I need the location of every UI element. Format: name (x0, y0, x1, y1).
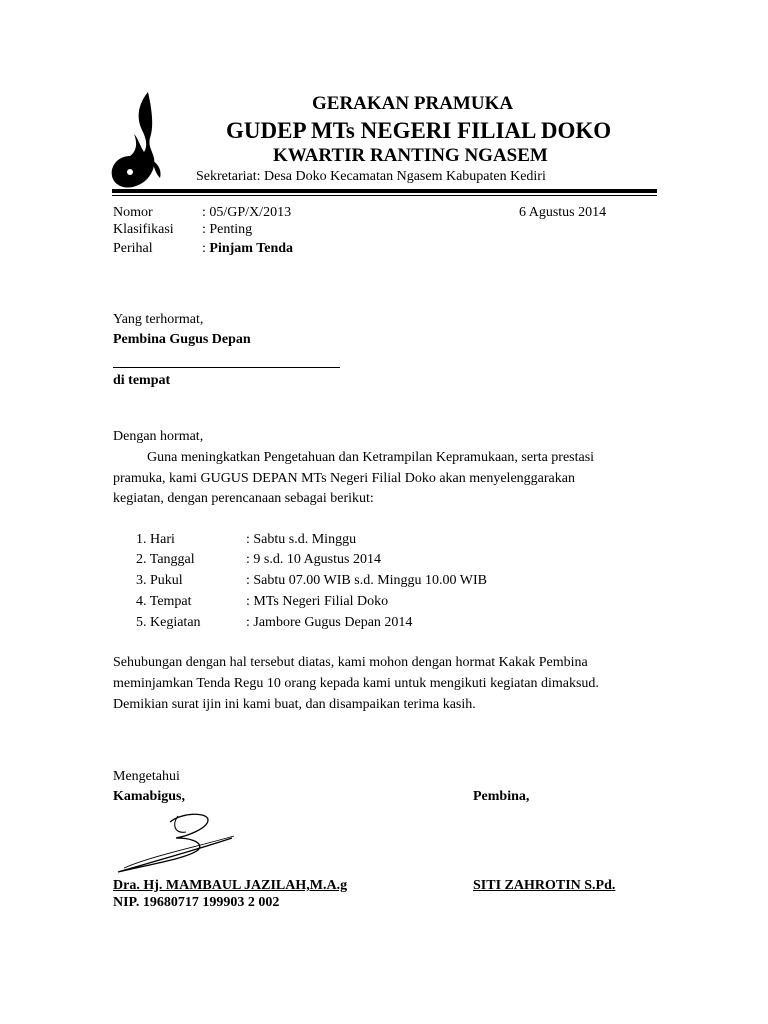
para1-line2: pramuka, kami GUGUS DEPAN MTs Negeri Filial Doko akan menyelenggarakan (113, 471, 575, 486)
list-value-kegiatan: : Jambore Gugus Depan 2014 (246, 615, 413, 630)
para2-line3: Demikian surat ijin ini kami buat, dan disampaikan terima kasih. (113, 697, 476, 712)
recipient: Pembina Gugus Depan (113, 332, 251, 347)
acknowledge-label: Mengetahui (113, 769, 180, 784)
secretariat: Sekretariat: Desa Doko Kecamatan Ngasem Kabupaten Kediri (196, 169, 546, 184)
greeting: Yang terhormat, (113, 312, 204, 327)
perihal-prefix: : (202, 241, 210, 256)
perihal-subject: Pinjam Tenda (209, 241, 294, 256)
gudep-name: GUDEP MTs NEGERI FILIAL DOKO (226, 118, 612, 143)
letter-date: 6 Agustus 2014 (519, 205, 607, 220)
kwartir-name: KWARTIR RANTING NGASEM (273, 145, 548, 166)
meta-label-klasifikasi: Klasifikasi (113, 222, 174, 237)
meta-value-nomor: : 05/GP/X/2013 (202, 205, 292, 220)
list-value-tanggal: : 9 s.d. 10 Agustus 2014 (246, 552, 381, 567)
list-value-tempat: : MTs Negeri Filial Doko (246, 594, 389, 609)
right-signer-title: Pembina, (473, 789, 530, 804)
para2-line2: meminjamkan Tenda Regu 10 orang kepada kami untuk mengikuti kegiatan dimaksud. (113, 676, 599, 691)
list-label-pukul: 3. Pukul (136, 573, 183, 588)
handwritten-signature (112, 808, 242, 878)
meta-value-perihal (202, 241, 293, 257)
header-rule-thick (112, 189, 657, 193)
left-signer-title: Kamabigus, (113, 789, 185, 804)
list-value-hari: : Sabtu s.d. Minggu (246, 532, 357, 547)
list-label-tanggal: 2. Tanggal (136, 552, 195, 567)
para1-line3: kegiatan, dengan perencanaan sebagai berikut: (113, 491, 374, 506)
para1-line1: Guna meningkatkan Pengetahuan dan Ketrampilan Kepramukaan, serta prestasi (147, 450, 595, 465)
recipient-underline (113, 367, 340, 368)
left-signer-nip: NIP. 19680717 199903 2 002 (113, 895, 280, 910)
list-label-hari: 1. Hari (136, 532, 175, 547)
org-name: GERAKAN PRAMUKA (312, 93, 514, 114)
list-label-kegiatan: 5. Kegiatan (136, 615, 201, 630)
header-rule-thin (112, 195, 657, 196)
para2-line1: Sehubungan dengan hal tersebut diatas, kami mohon dengan hormat Kakak Pembina (113, 655, 588, 670)
opening: Dengan hormat, (113, 429, 204, 444)
left-signer-name: Dra. Hj. MAMBAUL JAZILAH,M.A.g (113, 878, 348, 893)
right-signer-name: SITI ZAHROTIN S.Pd. (473, 878, 616, 893)
pramuka-logo-icon (108, 90, 170, 190)
recipient-place: di tempat (113, 373, 171, 388)
list-label-tempat: 4. Tempat (136, 594, 192, 609)
meta-label-nomor: Nomor (113, 205, 153, 220)
list-value-pukul: : Sabtu 07.00 WIB s.d. Minggu 10.00 WIB (246, 573, 487, 588)
meta-label-perihal: Perihal (113, 241, 153, 256)
meta-value-klasifikasi: : Penting (202, 222, 253, 237)
